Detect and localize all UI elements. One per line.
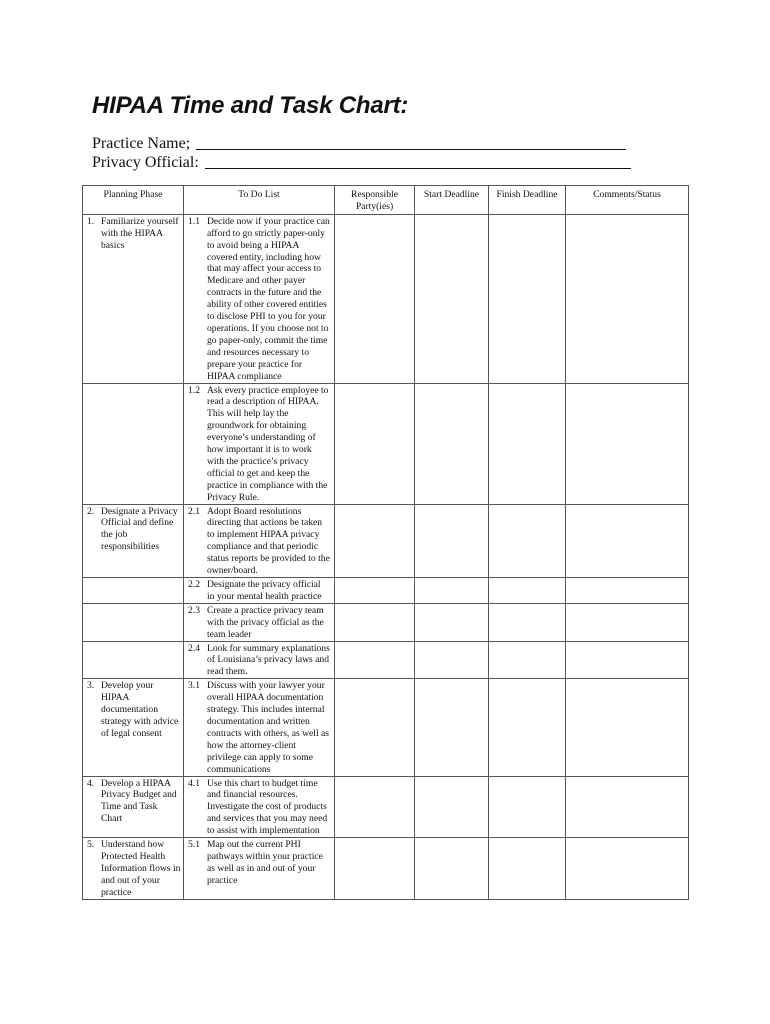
phase-number: 2. — [87, 505, 95, 517]
finish-deadline-cell[interactable] — [489, 603, 566, 641]
planning-phase-cell — [83, 383, 184, 504]
table-row — [83, 603, 689, 641]
task-number: 1.1 — [188, 215, 200, 227]
header-responsible-parties: Responsible Party(ies) — [335, 186, 415, 215]
table-row — [83, 578, 689, 604]
header-start-deadline: Start Deadline — [415, 186, 489, 215]
planning-phase-cell — [83, 641, 184, 679]
task-number: 2.3 — [188, 604, 200, 616]
comments-status-cell[interactable] — [566, 383, 689, 504]
task-text: Designate the privacy official in your mental health practice — [207, 579, 322, 602]
privacy-official-field — [92, 154, 631, 172]
todo-cell — [184, 603, 335, 641]
todo-cell — [184, 383, 335, 504]
task-text: Map out the current PHI pathways within your practice as well as in and out of your practice — [207, 839, 323, 886]
responsible-party-cell[interactable] — [335, 504, 415, 577]
phase-number: 3. — [87, 680, 95, 692]
responsible-party-cell[interactable] — [335, 383, 415, 504]
planning-phase-cell — [83, 838, 184, 900]
table-row — [83, 838, 689, 900]
task-number: 5.1 — [188, 839, 200, 851]
phase-text: Designate a Privacy Official and define the job responsibilities — [101, 505, 178, 553]
privacy-official-blank-line[interactable] — [205, 168, 631, 169]
table-header-row — [83, 186, 689, 215]
start-deadline-cell[interactable] — [415, 214, 489, 383]
comments-status-cell[interactable] — [566, 578, 689, 604]
task-text: Use this chart to budget time and financial resources. Investigate the cost of products and services that you may need to assist with implementation — [207, 777, 328, 837]
comments-status-cell[interactable] — [566, 776, 689, 838]
finish-deadline-cell[interactable] — [489, 838, 566, 900]
start-deadline-cell[interactable] — [415, 603, 489, 641]
task-text: Look for summary explanations of Louisiana’s privacy laws and read them. — [207, 642, 330, 678]
task-number: 2.4 — [188, 642, 200, 654]
responsible-party-cell[interactable] — [335, 641, 415, 679]
header-finish-deadline: Finish Deadline — [489, 186, 566, 215]
comments-status-cell[interactable] — [566, 603, 689, 641]
table-row — [83, 383, 689, 504]
responsible-party-cell[interactable] — [335, 578, 415, 604]
phase-text: Understand how Protected Health Information flows in and out of your practice — [101, 839, 181, 898]
responsible-party-cell[interactable] — [335, 776, 415, 838]
document-title: HIPAA Time and Task Chart: — [92, 92, 409, 119]
comments-status-cell[interactable] — [566, 679, 689, 776]
finish-deadline-cell[interactable] — [489, 214, 566, 383]
table-row — [83, 641, 689, 679]
finish-deadline-cell[interactable] — [489, 383, 566, 504]
start-deadline-cell[interactable] — [415, 578, 489, 604]
start-deadline-cell[interactable] — [415, 679, 489, 776]
planning-phase-cell — [83, 679, 184, 776]
todo-cell — [184, 776, 335, 838]
task-number: 4.1 — [188, 777, 200, 789]
todo-cell — [184, 679, 335, 776]
practice-name-blank-line[interactable] — [196, 149, 626, 150]
phase-number: 5. — [87, 839, 95, 851]
task-text: Decide now if your practice can afford to go strictly paper-only to avoid being a HIPAA covered entity, including how that may affect your access to Medicare and other payer contracts in the future and the ability of other covered entities to disclose PHI to you for your operations. If you choose not to go paper-only, commit the time and resources necessary to prepare your practice for HIPAA compliance — [207, 215, 330, 382]
phase-text: Develop your HIPAA documentation strategy with advice of legal consent — [101, 680, 179, 739]
header-planning-phase: Planning Phase — [83, 186, 184, 215]
planning-phase-cell — [83, 214, 184, 383]
finish-deadline-cell[interactable] — [489, 679, 566, 776]
planning-phase-cell — [83, 504, 184, 577]
todo-cell — [184, 578, 335, 604]
practice-name-field — [92, 135, 626, 153]
header-comments-status: Comments/Status — [566, 186, 689, 215]
comments-status-cell[interactable] — [566, 838, 689, 900]
finish-deadline-cell[interactable] — [489, 776, 566, 838]
planning-phase-cell — [83, 578, 184, 604]
phase-number: 4. — [87, 777, 95, 789]
table-row — [83, 504, 689, 577]
planning-phase-cell — [83, 603, 184, 641]
task-text: Ask every practice employee to read a description of HIPAA. This will help lay the groundwork for obtaining everyone’s understanding of how important it is to work with the practice’s privacy official to get and keep the practice in compliance with the Privacy Rule. — [207, 384, 329, 503]
header-todo-list: To Do List — [184, 186, 335, 215]
table-row — [83, 776, 689, 838]
task-number: 1.2 — [188, 384, 200, 396]
responsible-party-cell[interactable] — [335, 679, 415, 776]
task-number: 2.1 — [188, 505, 200, 517]
todo-cell — [184, 504, 335, 577]
todo-cell — [184, 641, 335, 679]
responsible-party-cell[interactable] — [335, 838, 415, 900]
time-task-table — [82, 185, 689, 900]
phase-number: 1. — [87, 215, 95, 227]
start-deadline-cell[interactable] — [415, 641, 489, 679]
privacy-official-label: Privacy Official: — [92, 154, 199, 171]
finish-deadline-cell[interactable] — [489, 578, 566, 604]
todo-cell — [184, 214, 335, 383]
comments-status-cell[interactable] — [566, 504, 689, 577]
todo-cell — [184, 838, 335, 900]
responsible-party-cell[interactable] — [335, 603, 415, 641]
task-text: Create a practice privacy team with the privacy official as the team leader — [207, 604, 324, 640]
planning-phase-cell — [83, 776, 184, 838]
table-row — [83, 214, 689, 383]
task-text: Adopt Board resolutions directing that actions be taken to implement HIPAA privacy compliance and that periodic status reports be provided to the owner/board. — [207, 505, 330, 577]
phase-text: Familiarize yourself with the HIPAA basics — [101, 215, 179, 251]
finish-deadline-cell[interactable] — [489, 641, 566, 679]
start-deadline-cell[interactable] — [415, 838, 489, 900]
start-deadline-cell[interactable] — [415, 383, 489, 504]
start-deadline-cell[interactable] — [415, 776, 489, 838]
responsible-party-cell[interactable] — [335, 214, 415, 383]
comments-status-cell[interactable] — [566, 214, 689, 383]
practice-name-label: Practice Name; — [92, 135, 191, 152]
phase-text: Develop a HIPAA Privacy Budget and Time and Task Chart — [101, 777, 177, 825]
comments-status-cell[interactable] — [566, 641, 689, 679]
task-text: Discuss with your lawyer your overall HIPAA documentation strategy. This includes internal documentation and written contracts with others, as well as how the attorney-client privilege can apply to some communications — [207, 680, 330, 775]
task-number: 3.1 — [188, 680, 200, 692]
finish-deadline-cell[interactable] — [489, 504, 566, 577]
start-deadline-cell[interactable] — [415, 504, 489, 577]
table-row — [83, 679, 689, 776]
task-number: 2.2 — [188, 579, 200, 590]
